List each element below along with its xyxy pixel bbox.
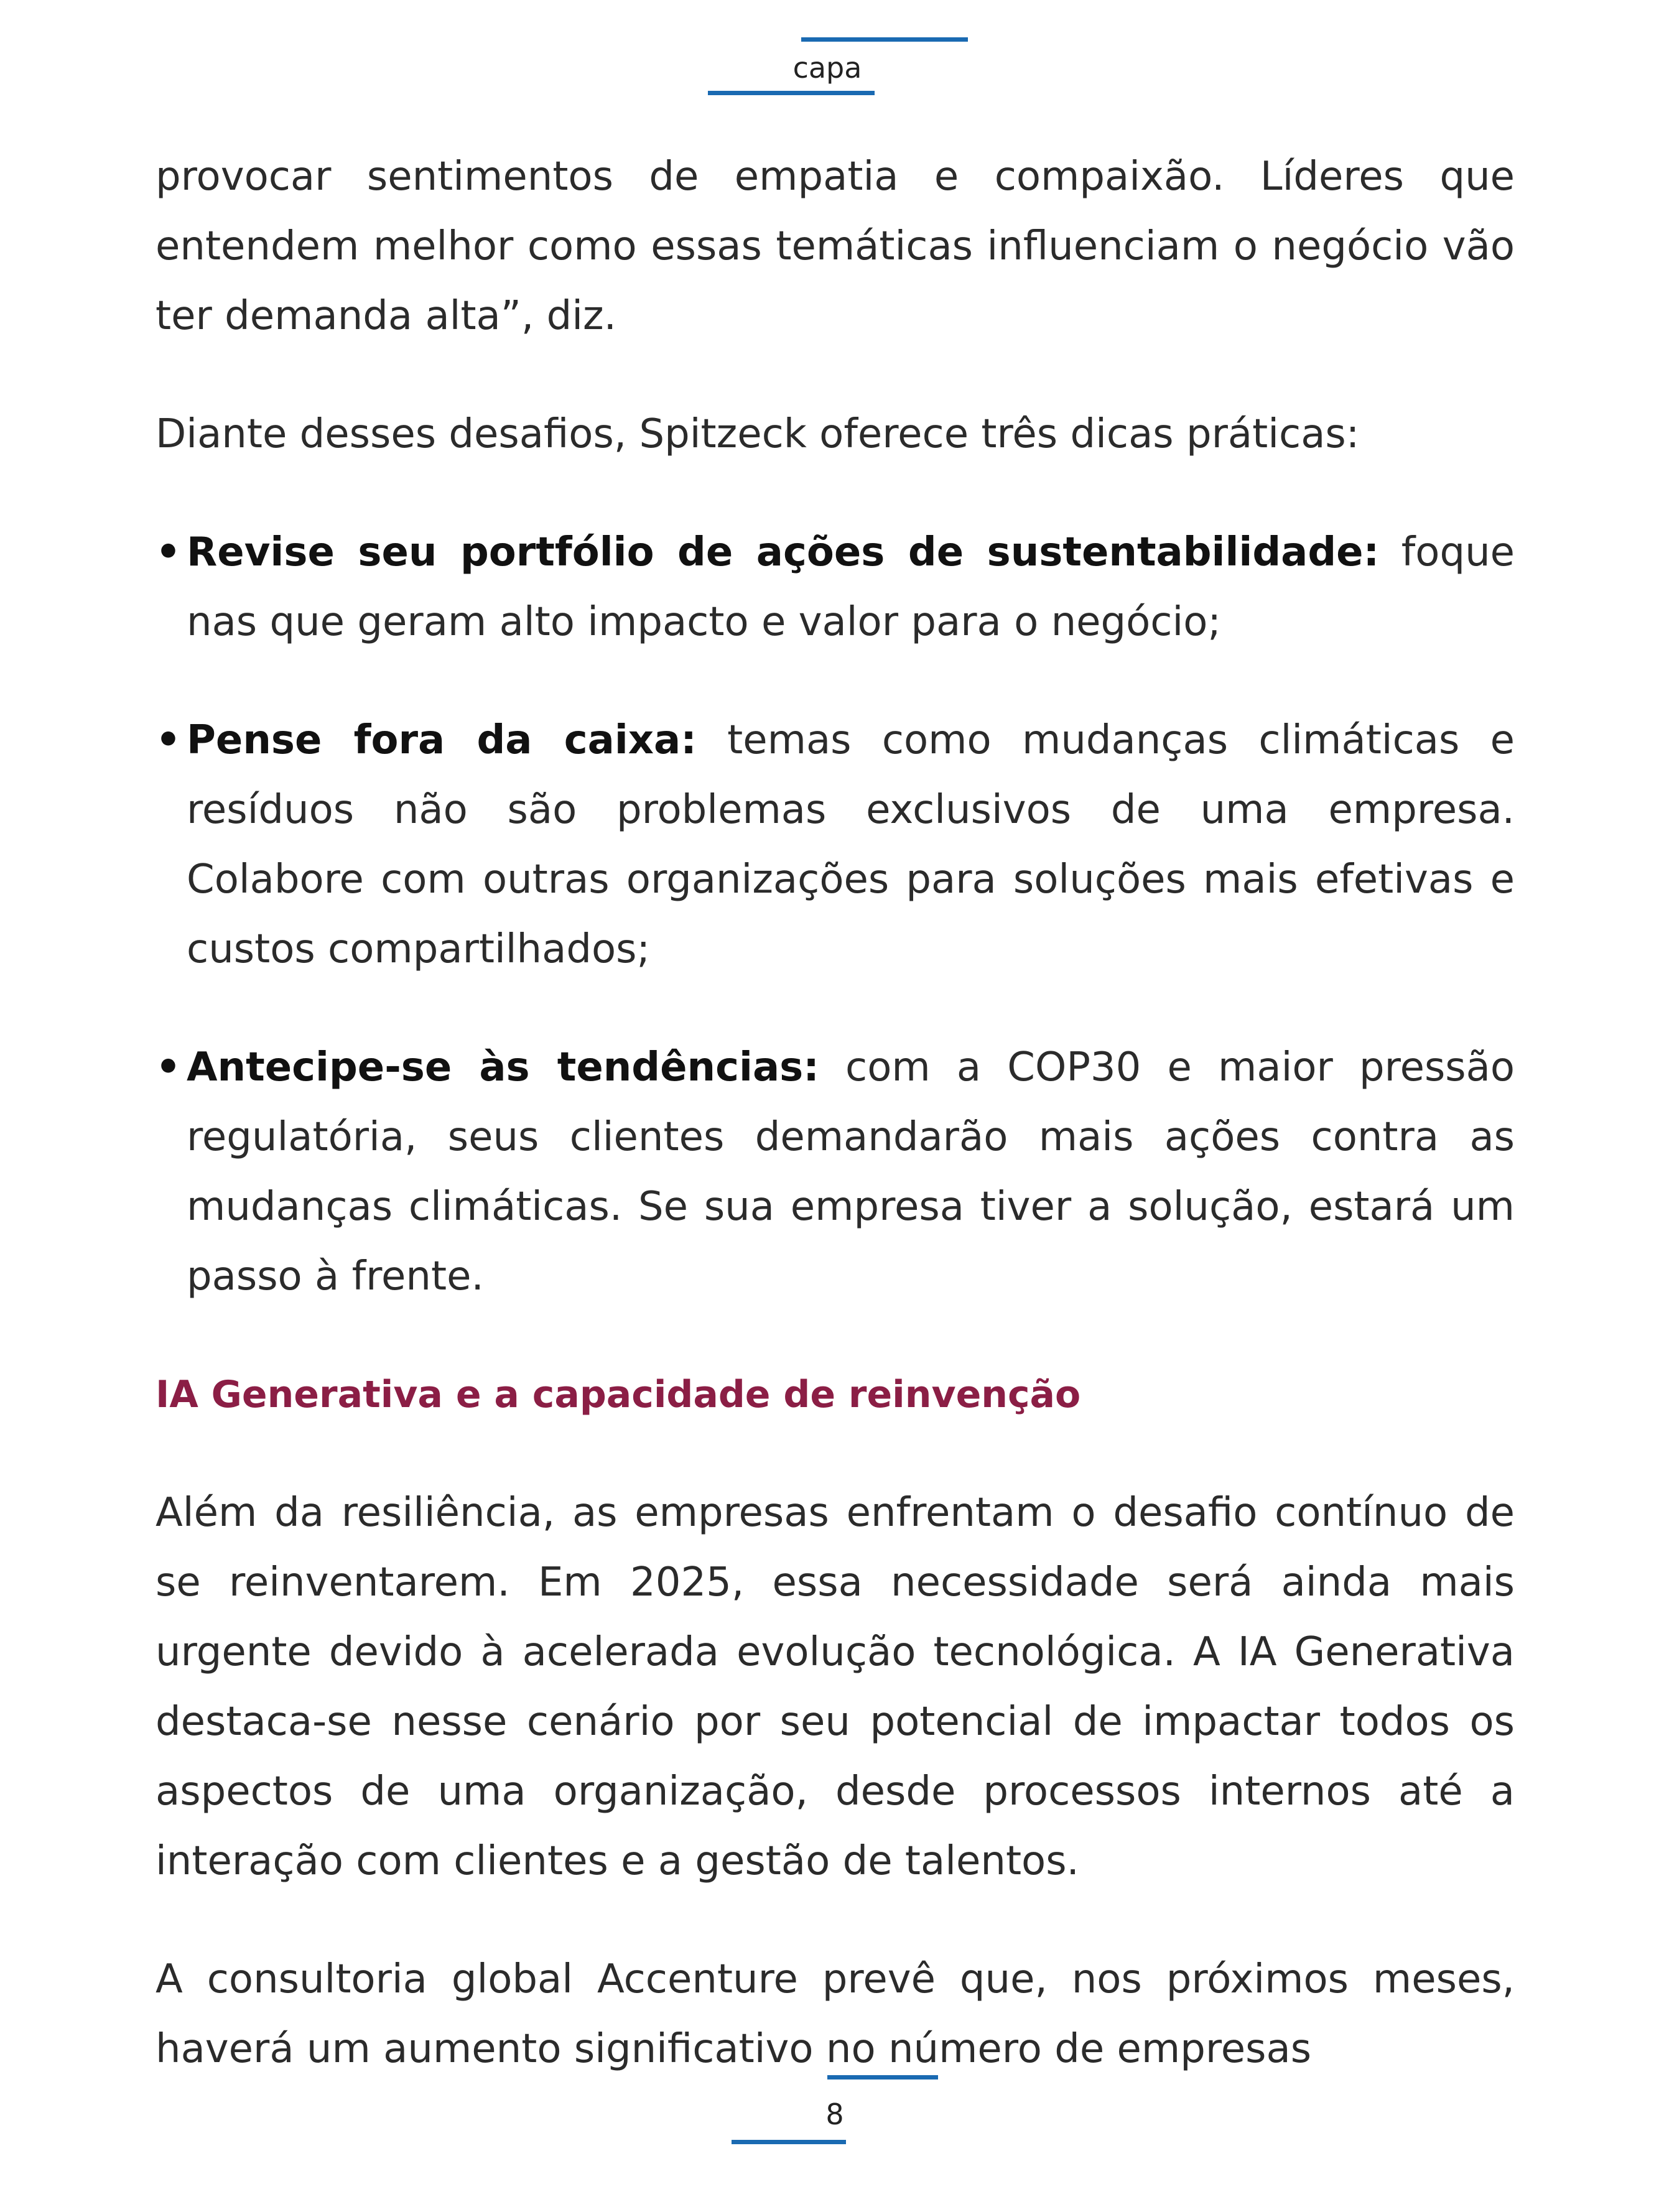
- bullet-icon: •: [156, 717, 181, 763]
- paragraph: A consultoria global Accenture prevê que, nos próximos meses, haverá um aumento significativo no número de empresas: [156, 1956, 1515, 2072]
- page-number: 8: [825, 2098, 844, 2131]
- bullet-text: foque nas que geram alto impacto e valor para o negócio;: [187, 529, 1515, 645]
- tips-list: [156, 518, 1515, 1311]
- paragraph: Além da resiliência, as empresas enfrentam o desafio contínuo de se reinventarem. Em 2025, essa necessidade será ainda mais urgente devido à acelerada evolução tecnológica. A IA Generativa destaca-se nesse cenário por seu potencial de impactar todos os aspectos de uma organização, desde processos internos até a interação com clientes e a gestão de talentos.: [156, 1490, 1515, 1884]
- section-label: capa: [792, 51, 862, 85]
- bullet-icon: •: [156, 1044, 181, 1090]
- bullet-term: Antecipe-se às tendências:: [187, 1044, 819, 1090]
- bullet-icon: •: [156, 529, 181, 575]
- list-item: [156, 1033, 1515, 1311]
- article-body: [156, 142, 1515, 2132]
- paragraph: provocar sentimentos de empatia e compaixão. Líderes que entendem melhor como essas temáticas influenciam o negócio vão ter demanda alta”, diz.: [156, 154, 1515, 339]
- list-item: [156, 705, 1515, 984]
- footer-rule-top: [827, 2075, 938, 2080]
- header-rule-bottom: [708, 91, 875, 95]
- header-rule-top: [801, 37, 968, 42]
- footer-rule-bottom: [732, 2140, 846, 2144]
- bullet-term: Pense fora da caixa:: [187, 717, 697, 763]
- bullet-text: com a COP30 e maior pressão regulatória, seus clientes demandarão mais ações contra as mudanças climáticas. Se sua empresa tiver a solução, estará um passo à frente.: [187, 1044, 1515, 1299]
- bullet-term: Revise seu portfólio de ações de sustentabilidade:: [187, 529, 1380, 575]
- paragraph: Diante desses desafios, Spitzeck oferece três dicas práticas:: [156, 411, 1360, 457]
- list-item: [156, 518, 1515, 657]
- section-heading: IA Generativa e a capacidade de reinvenção: [156, 1373, 1081, 1416]
- bullet-text: temas como mudanças climáticas e resíduos não são problemas exclusivos de uma empresa. Colabore com outras organizações para soluções mais efetivas e custos compartilhados;: [187, 717, 1515, 972]
